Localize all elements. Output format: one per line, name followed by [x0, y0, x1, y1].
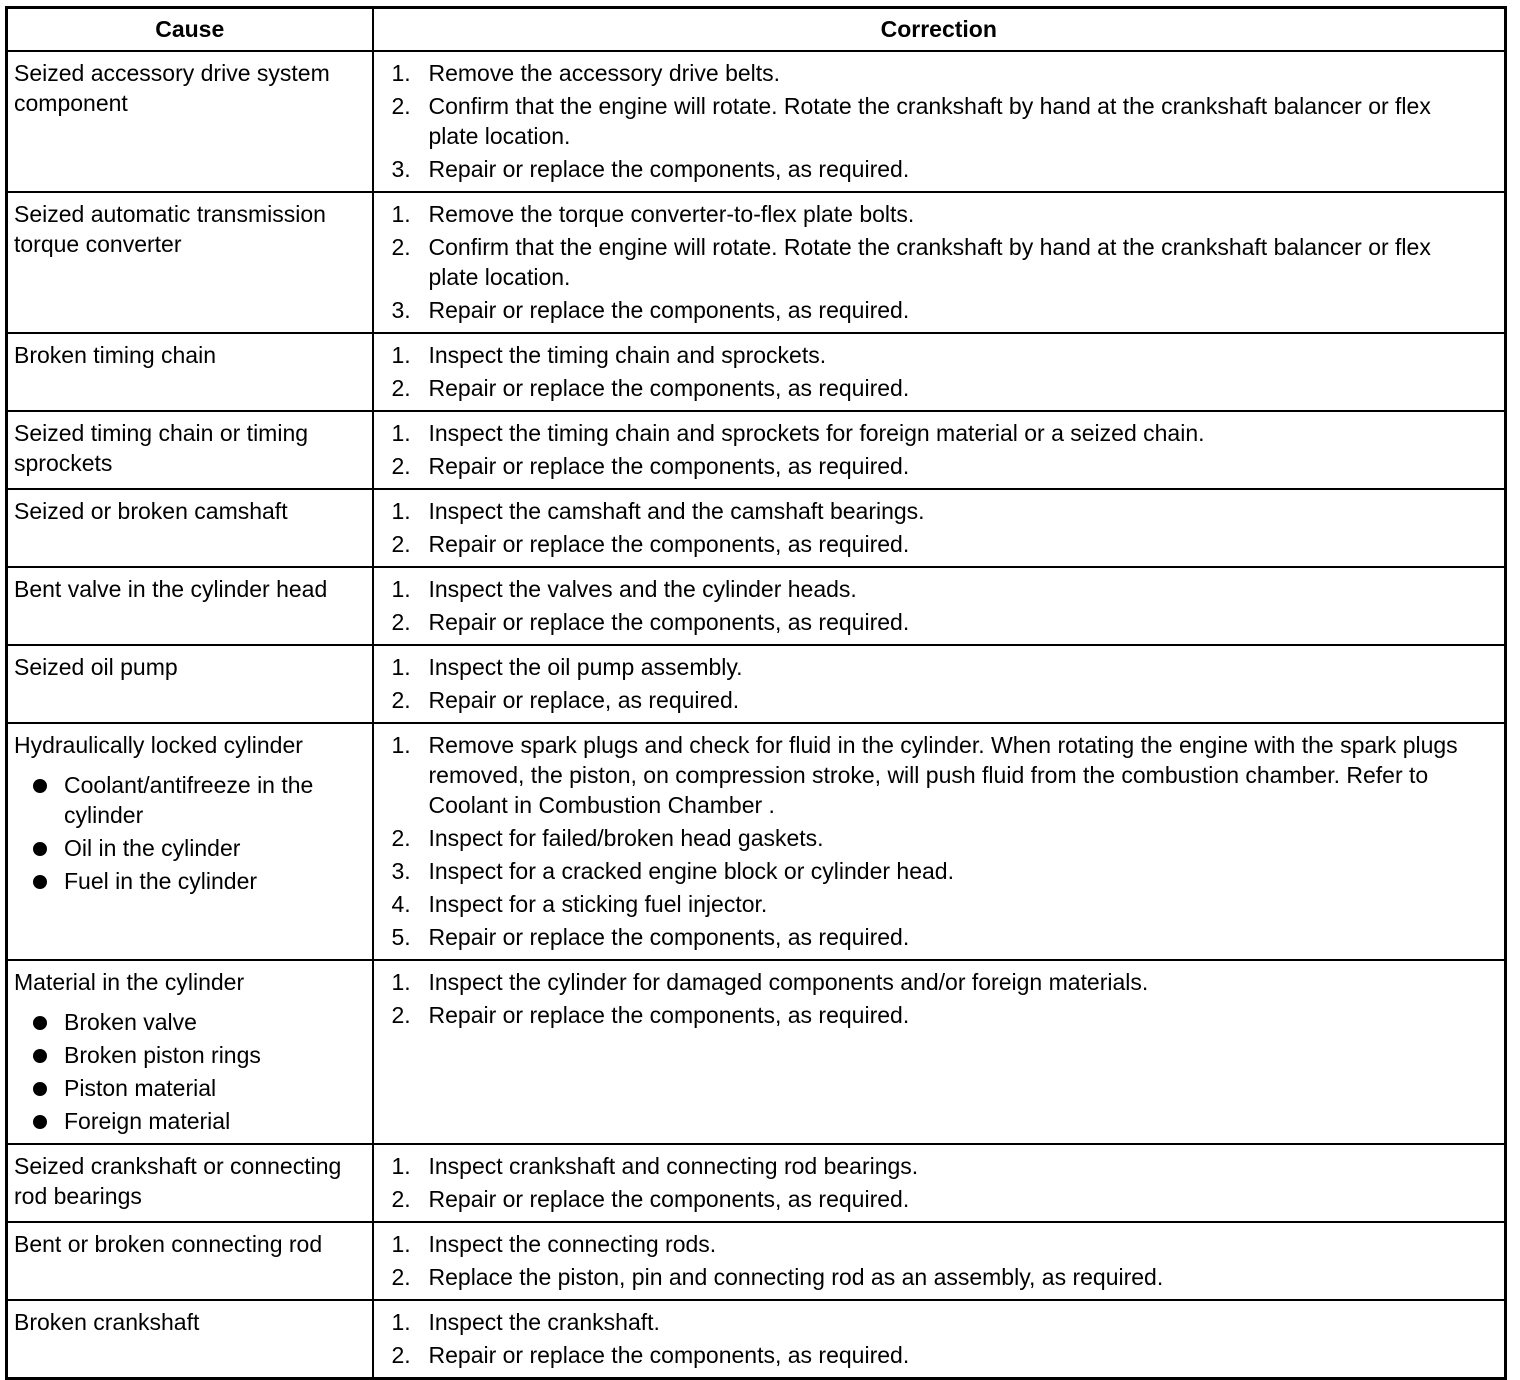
- step-text: Repair or replace the components, as required.: [428, 530, 910, 557]
- correction-steps: [392, 652, 1487, 715]
- correction-step: [392, 496, 1487, 526]
- correction-cell: [373, 1300, 1506, 1379]
- correction-cell: [373, 1222, 1506, 1300]
- correction-steps: [392, 58, 1487, 184]
- cause-cell: [7, 1222, 373, 1300]
- step-number: 1.: [391, 1230, 411, 1257]
- step-number: 2.: [391, 608, 411, 635]
- step-number: 1.: [391, 341, 411, 368]
- correction-cell: [373, 1144, 1506, 1222]
- correction-step: [392, 607, 1487, 637]
- correction-step: [392, 154, 1487, 184]
- correction-step: [392, 1184, 1487, 1214]
- step-text: Inspect the timing chain and sprockets for foreign material or a seized chain.: [428, 419, 1205, 446]
- step-text: Inspect for a sticking fuel injector.: [428, 890, 768, 917]
- step-text: Replace the piston, pin and connecting rod as an assembly, as required.: [428, 1263, 1164, 1290]
- step-text: Remove the torque converter-to-flex plate bolts.: [428, 200, 915, 227]
- correction-steps: [392, 1229, 1487, 1292]
- cause-text: Seized accessory drive system component: [14, 59, 330, 116]
- step-text: Confirm that the engine will rotate. Rotate the crankshaft by hand at the crankshaft balancer or flex plate location.: [428, 233, 1431, 290]
- table-row: [7, 645, 1506, 723]
- correction-step: [392, 574, 1487, 604]
- header-row: [7, 8, 1506, 51]
- table-row: [7, 723, 1506, 960]
- correction-step: [392, 340, 1487, 370]
- correction-steps: [392, 967, 1487, 1030]
- correction-step: [392, 1229, 1487, 1259]
- step-number: 1.: [391, 653, 411, 680]
- step-number: 3.: [391, 857, 411, 884]
- step-number: 2.: [391, 374, 411, 401]
- step-number: 2.: [391, 686, 411, 713]
- correction-step: [392, 1340, 1487, 1370]
- cause-bullet-item: Piston material: [14, 1073, 366, 1103]
- step-text: Inspect the oil pump assembly.: [428, 653, 743, 680]
- step-text: Repair or replace the components, as required.: [428, 296, 910, 323]
- correction-step: [392, 967, 1487, 997]
- table-row: [7, 489, 1506, 567]
- table-body: [7, 51, 1506, 1379]
- correction-cell: [373, 333, 1506, 411]
- correction-step: [392, 199, 1487, 229]
- step-text: Repair or replace the components, as required.: [428, 374, 910, 401]
- correction-steps: [392, 730, 1487, 952]
- correction-step: [392, 922, 1487, 952]
- correction-step: [392, 1307, 1487, 1337]
- step-text: Inspect the connecting rods.: [428, 1230, 717, 1257]
- correction-cell: [373, 192, 1506, 333]
- step-text: Inspect for a cracked engine block or cylinder head.: [428, 857, 954, 884]
- step-number: 2.: [391, 824, 411, 851]
- step-number: 1.: [391, 968, 411, 995]
- step-text: Inspect the valves and the cylinder heads.: [428, 575, 857, 602]
- step-text: Repair or replace the components, as required.: [428, 155, 910, 182]
- header-cause: Cause: [7, 8, 373, 51]
- step-number: 2.: [391, 1341, 411, 1368]
- diagnostic-table: [5, 6, 1507, 1380]
- step-text: Repair or replace the components, as required.: [428, 1185, 910, 1212]
- correction-cell: [373, 723, 1506, 960]
- correction-step: [392, 856, 1487, 886]
- step-text: Confirm that the engine will rotate. Rotate the crankshaft by hand at the crankshaft balancer or flex plate location.: [428, 92, 1431, 149]
- step-text: Repair or replace the components, as required.: [428, 608, 910, 635]
- step-number: 1.: [391, 497, 411, 524]
- header-correction: Correction: [373, 8, 1506, 51]
- correction-step: [392, 295, 1487, 325]
- cause-cell: [7, 645, 373, 723]
- correction-step: [392, 730, 1487, 820]
- table-row: [7, 51, 1506, 192]
- cause-bullet-item: Oil in the cylinder: [14, 833, 366, 863]
- correction-step: [392, 418, 1487, 448]
- correction-cell: [373, 51, 1506, 192]
- correction-step: [392, 373, 1487, 403]
- step-text: Repair or replace the components, as required.: [428, 452, 910, 479]
- correction-step: [392, 232, 1487, 292]
- step-number: 1.: [391, 1308, 411, 1335]
- step-number: 1.: [391, 200, 411, 227]
- cause-text: Broken timing chain: [14, 341, 216, 368]
- step-number: 1.: [391, 731, 411, 758]
- table-row: [7, 960, 1506, 1144]
- table-row: [7, 1144, 1506, 1222]
- table-row: [7, 567, 1506, 645]
- cause-text: Seized automatic transmission torque converter: [14, 200, 326, 257]
- correction-step: [392, 58, 1487, 88]
- step-number: 1.: [391, 419, 411, 446]
- cause-text: Seized oil pump: [14, 653, 178, 680]
- cause-text: Seized timing chain or timing sprockets: [14, 419, 309, 476]
- step-number: 2.: [391, 1001, 411, 1028]
- correction-step: [392, 91, 1487, 151]
- cause-bullet-item: Broken piston rings: [14, 1040, 366, 1070]
- correction-steps: [392, 418, 1487, 481]
- correction-steps: [392, 199, 1487, 325]
- step-text: Remove spark plugs and check for fluid in the cylinder. When rotating the engine with the spark plugs removed, the piston, on compression stroke, will push fluid from the combustion chamber. Refer to Coolant in Combustion Chamber .: [428, 731, 1458, 818]
- step-number: 2.: [391, 1185, 411, 1212]
- step-number: 1.: [391, 1152, 411, 1179]
- cause-text: Bent or broken connecting rod: [14, 1230, 323, 1257]
- correction-steps: [392, 1151, 1487, 1214]
- step-text: Inspect crankshaft and connecting rod bearings.: [428, 1152, 919, 1179]
- cause-text: Seized or broken camshaft: [14, 497, 288, 524]
- table-row: [7, 1222, 1506, 1300]
- correction-cell: [373, 489, 1506, 567]
- correction-steps: [392, 496, 1487, 559]
- table-row: [7, 333, 1506, 411]
- cause-cell: [7, 51, 373, 192]
- correction-cell: [373, 645, 1506, 723]
- correction-cell: [373, 960, 1506, 1144]
- cause-cell: [7, 192, 373, 333]
- correction-steps: [392, 340, 1487, 403]
- correction-step: [392, 451, 1487, 481]
- step-number: 3.: [391, 155, 411, 182]
- step-text: Repair or replace the components, as required.: [428, 1001, 910, 1028]
- cause-cell: [7, 333, 373, 411]
- table-row: [7, 192, 1506, 333]
- step-text: Repair or replace the components, as required.: [428, 1341, 910, 1368]
- step-number: 2.: [391, 92, 411, 119]
- step-number: 1.: [391, 59, 411, 86]
- cause-cell: [7, 1300, 373, 1379]
- step-number: 2.: [391, 233, 411, 260]
- cause-text: Material in the cylinder: [14, 968, 245, 995]
- cause-bullet-item: Coolant/antifreeze in the cylinder: [14, 770, 366, 830]
- step-text: Inspect for failed/broken head gaskets.: [428, 824, 824, 851]
- step-text: Repair or replace, as required.: [428, 686, 740, 713]
- cause-bullet-list: [14, 770, 366, 896]
- step-text: Repair or replace the components, as required.: [428, 923, 910, 950]
- cause-text: Hydraulically locked cylinder: [14, 731, 303, 758]
- cause-text: Seized crankshaft or connecting rod bearings: [14, 1152, 342, 1209]
- cause-cell: [7, 489, 373, 567]
- step-number: 2.: [391, 530, 411, 557]
- table-row: [7, 411, 1506, 489]
- cause-cell: [7, 1144, 373, 1222]
- step-number: 2.: [391, 452, 411, 479]
- cause-cell: [7, 960, 373, 1144]
- step-text: Inspect the crankshaft.: [428, 1308, 660, 1335]
- correction-step: [392, 1000, 1487, 1030]
- correction-steps: [392, 574, 1487, 637]
- correction-steps: [392, 1307, 1487, 1370]
- correction-step: [392, 529, 1487, 559]
- step-text: Inspect the cylinder for damaged components and/or foreign materials.: [428, 968, 1149, 995]
- cause-text: Broken crankshaft: [14, 1308, 200, 1335]
- correction-cell: [373, 567, 1506, 645]
- correction-step: [392, 1262, 1487, 1292]
- cause-bullet-list: [14, 1007, 366, 1136]
- correction-step: [392, 685, 1487, 715]
- correction-step: [392, 1151, 1487, 1181]
- step-number: 1.: [391, 575, 411, 602]
- step-text: Remove the accessory drive belts.: [428, 59, 781, 86]
- correction-step: [392, 823, 1487, 853]
- step-number: 2.: [391, 1263, 411, 1290]
- step-number: 5.: [391, 923, 411, 950]
- correction-step: [392, 652, 1487, 682]
- cause-bullet-item: Broken valve: [14, 1007, 366, 1037]
- step-text: Inspect the timing chain and sprockets.: [428, 341, 827, 368]
- cause-cell: [7, 567, 373, 645]
- table-row: [7, 1300, 1506, 1379]
- cause-bullet-item: Fuel in the cylinder: [14, 866, 366, 896]
- step-number: 4.: [391, 890, 411, 917]
- correction-step: [392, 889, 1487, 919]
- cause-text: Bent valve in the cylinder head: [14, 575, 328, 602]
- cause-bullet-item: Foreign material: [14, 1106, 366, 1136]
- correction-cell: [373, 411, 1506, 489]
- step-number: 3.: [391, 296, 411, 323]
- cause-cell: [7, 411, 373, 489]
- step-text: Inspect the camshaft and the camshaft bearings.: [428, 497, 925, 524]
- cause-cell: [7, 723, 373, 960]
